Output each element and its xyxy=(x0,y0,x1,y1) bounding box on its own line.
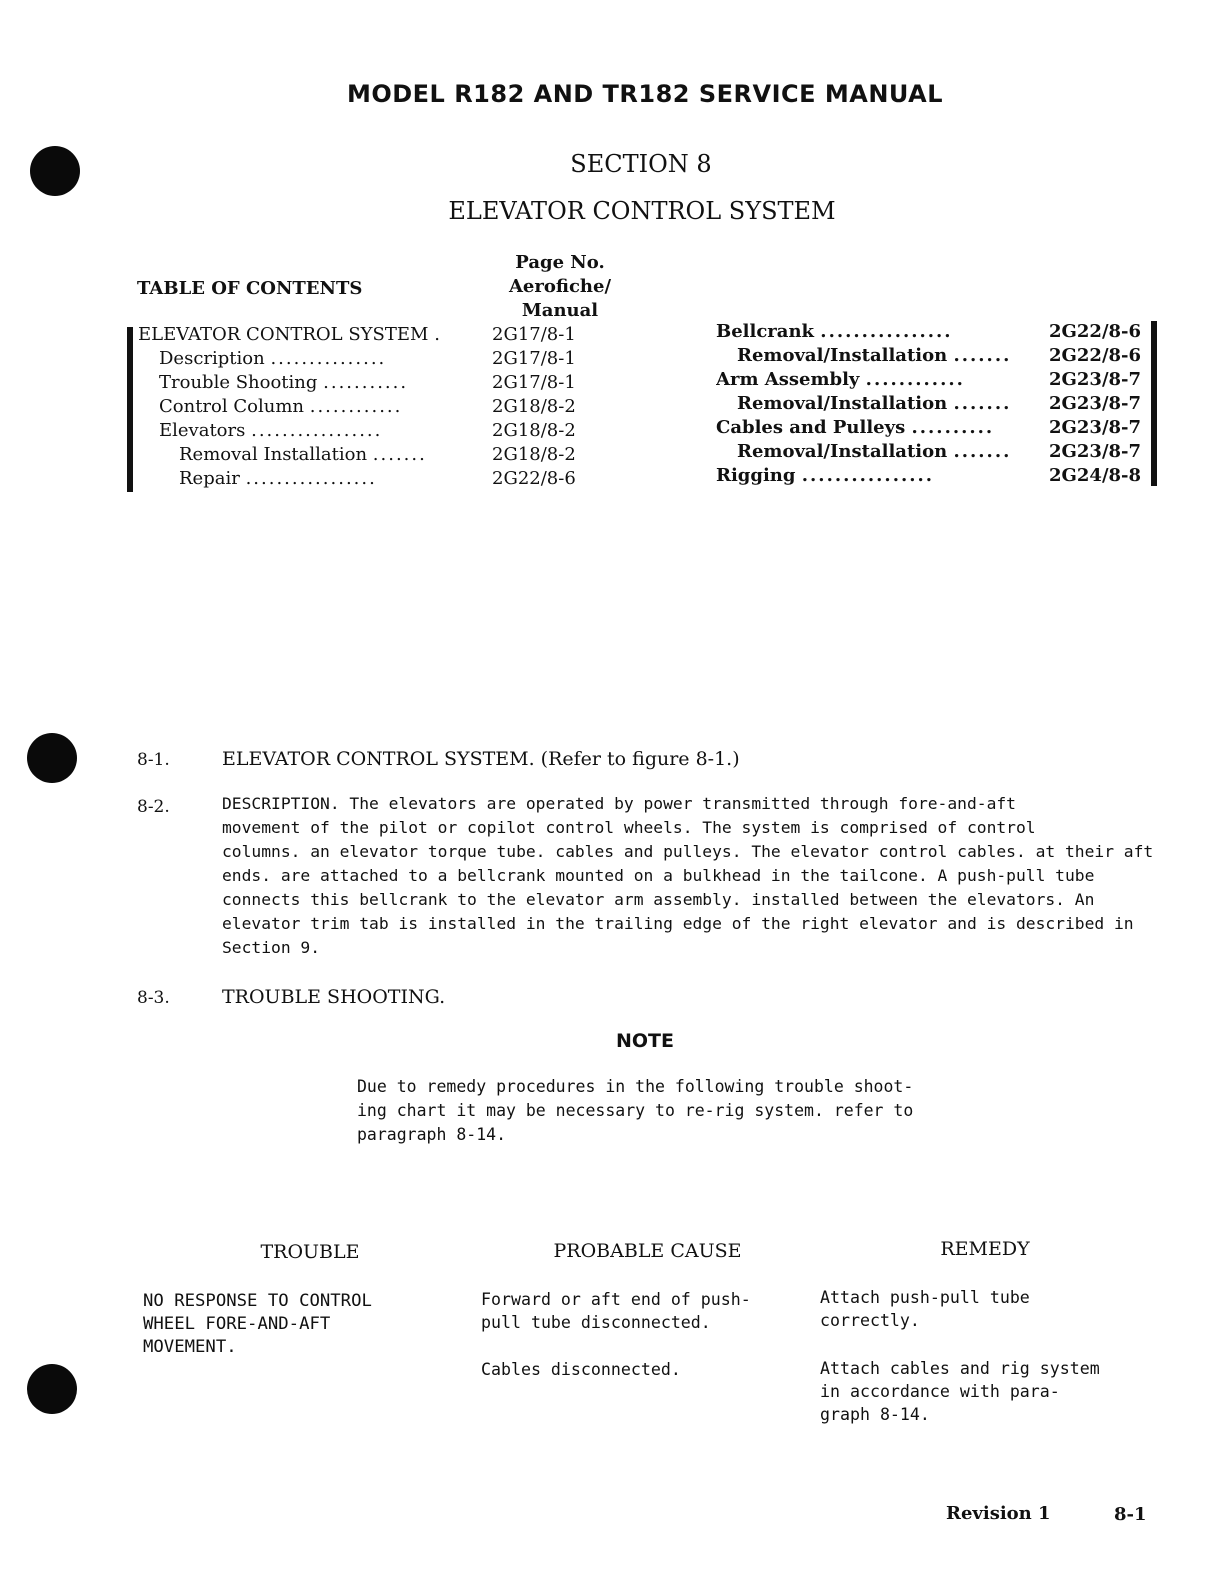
toc-leader-dots: ............... xyxy=(270,348,387,369)
toc-leader-dots: ................. xyxy=(245,468,377,489)
paragraph-line: columns. an elevator torque tube. cables and pulleys. The elevator control cables. at their aft xyxy=(222,842,1154,861)
toc-entry-page: 2G23/8-7 xyxy=(1049,369,1142,390)
toc-entry-label: Removal/Installation xyxy=(737,345,948,366)
toc-leader-dots: ................. xyxy=(251,420,383,441)
toc-leader-dots: ................ xyxy=(820,321,953,342)
toc-entry xyxy=(179,443,486,467)
toc-entry xyxy=(737,440,1043,464)
remedy-line: Attach cables and rig system xyxy=(820,1359,1100,1378)
cause-cell xyxy=(481,1288,751,1334)
toc-entry xyxy=(159,347,486,371)
toc-entry-page: 2G17/8-1 xyxy=(492,372,576,393)
toc-entry xyxy=(159,419,486,443)
trouble-cell xyxy=(143,1290,372,1359)
paragraph-8-2 xyxy=(222,792,1157,960)
paragraph-line: connects this bellcrank to the elevator arm assembly. installed between the elevators. An xyxy=(222,890,1095,909)
toc-entry-page: 2G17/8-1 xyxy=(492,324,576,345)
paragraph-line: ends. are attached to a bellcrank mounted on a bulkhead in the tailcone. A push-pull tube xyxy=(222,866,1095,885)
footer-revision: Revision 1 xyxy=(946,1503,1051,1524)
toc-entry-page: 2G23/8-7 xyxy=(1049,417,1142,438)
toc-entry-label: Bellcrank xyxy=(716,321,815,342)
toc-entry xyxy=(737,392,1043,416)
toc-entry-label: Rigging xyxy=(716,465,796,486)
toc-leader-dots: ................ xyxy=(801,465,935,486)
toc-leader-dots: ....... xyxy=(953,345,1012,366)
toc-leader-dots: .......... xyxy=(911,417,995,438)
toc-entry xyxy=(138,323,486,347)
note-body xyxy=(357,1075,913,1147)
change-bar-right xyxy=(1151,321,1157,486)
paragraph-8-3: TROUBLE SHOOTING. xyxy=(222,986,446,1008)
toc-entry-page: 2G18/8-2 xyxy=(492,444,576,465)
toc-leader-dots: ............ xyxy=(865,369,965,390)
section-number: SECTION 8 xyxy=(570,150,712,178)
toc-entry-page: 2G18/8-2 xyxy=(492,420,576,441)
toc-leader-dots: . xyxy=(434,324,442,345)
cause-line: pull tube disconnected. xyxy=(481,1313,711,1332)
trouble-line: NO RESPONSE TO CONTROL xyxy=(143,1291,372,1311)
remedy-cell xyxy=(820,1286,1030,1332)
toc-entry-label: ELEVATOR CONTROL SYSTEM xyxy=(138,324,429,345)
paragraph-number: 8-3. xyxy=(137,988,170,1008)
toc-leader-dots: ....... xyxy=(372,444,427,465)
note-line: paragraph 8-14. xyxy=(357,1125,507,1144)
paragraph-line: movement of the pilot or copilot control wheels. The system is comprised of control xyxy=(222,818,1036,837)
footer-page-number: 8-1 xyxy=(1114,1504,1147,1525)
toc-entry xyxy=(159,395,486,419)
toc-entry-page: 2G22/8-6 xyxy=(492,468,576,489)
remedy-cell xyxy=(820,1357,1100,1426)
binder-hole-bottom xyxy=(27,1364,77,1414)
toc-entry-page: 2G17/8-1 xyxy=(492,348,576,369)
table-header-remedy: REMEDY xyxy=(940,1238,1030,1260)
toc-entry-label: Trouble Shooting xyxy=(159,372,318,393)
cause-line: Cables disconnected. xyxy=(481,1360,681,1379)
remedy-line: in accordance with para- xyxy=(820,1382,1060,1401)
note-line: Due to remedy procedures in the following trouble shoot- xyxy=(357,1077,914,1096)
table-header-probable-cause: PROBABLE CAUSE xyxy=(553,1240,742,1262)
toc-entry xyxy=(716,416,1043,440)
cause-cell xyxy=(481,1358,681,1381)
toc-entry-label: Control Column xyxy=(159,396,304,417)
trouble-line: MOVEMENT. xyxy=(143,1337,237,1357)
toc-entry-label: Description xyxy=(159,348,265,369)
toc-entry-page: 2G23/8-7 xyxy=(1049,441,1142,462)
trouble-line: WHEEL FORE-AND-AFT xyxy=(143,1314,331,1334)
paragraph-line: elevator trim tab is installed in the trailing edge of the right elevator and is described in xyxy=(222,914,1134,933)
paragraph-number: 8-2. xyxy=(137,797,170,817)
toc-leader-dots: ....... xyxy=(953,441,1012,462)
toc-entry-label: Elevators xyxy=(159,420,246,441)
toc-label: TABLE OF CONTENTS xyxy=(137,278,363,299)
toc-entry-label: Repair xyxy=(179,468,240,489)
toc-entry-label: Arm Assembly xyxy=(716,369,860,390)
toc-entry xyxy=(716,464,1043,488)
toc-leader-dots: ............ xyxy=(309,396,403,417)
toc-page-col-line: Page No. xyxy=(515,252,605,273)
toc-entry xyxy=(716,320,1043,344)
paragraph-line: Section 9. xyxy=(222,938,321,957)
table-header-trouble: TROUBLE xyxy=(260,1241,360,1263)
toc-leader-dots: ....... xyxy=(953,393,1012,414)
toc-entry xyxy=(179,467,486,491)
paragraph-8-1: ELEVATOR CONTROL SYSTEM. (Refer to figure 8-1.) xyxy=(222,748,740,770)
toc-entry-page: 2G18/8-2 xyxy=(492,396,576,417)
toc-entry-page: 2G24/8-8 xyxy=(1049,465,1142,486)
section-title: ELEVATOR CONTROL SYSTEM xyxy=(448,197,836,225)
remedy-line: Attach push-pull tube xyxy=(820,1288,1030,1307)
toc-entry-page: 2G23/8-7 xyxy=(1049,393,1142,414)
toc-entry xyxy=(159,371,486,395)
note-line: ing chart it may be necessary to re-rig system. refer to xyxy=(357,1101,914,1120)
toc-page-col-line: Aerofiche/ xyxy=(508,276,612,297)
note-heading: NOTE xyxy=(616,1030,674,1052)
manual-title: MODEL R182 AND TR182 SERVICE MANUAL xyxy=(346,80,944,108)
toc-entry xyxy=(716,368,1043,392)
toc-entry-label: Cables and Pulleys xyxy=(716,417,906,438)
change-bar-left xyxy=(127,327,133,492)
paragraph-line: DESCRIPTION. The elevators are operated by power transmitted through fore-and-aft xyxy=(222,794,1016,813)
cause-line: Forward or aft end of push- xyxy=(481,1290,751,1309)
toc-entry xyxy=(737,344,1043,368)
toc-entry-page: 2G22/8-6 xyxy=(1049,345,1142,366)
remedy-line: correctly. xyxy=(820,1311,920,1330)
remedy-line: graph 8-14. xyxy=(820,1405,930,1424)
toc-entry-label: Removal/Installation xyxy=(737,393,948,414)
toc-page-col-header xyxy=(490,251,630,323)
toc-entry-label: Removal/Installation xyxy=(737,441,948,462)
binder-hole-middle xyxy=(27,733,77,783)
toc-leader-dots: ........... xyxy=(323,372,409,393)
toc-page-col-line: Manual xyxy=(521,300,599,321)
toc-entry-page: 2G22/8-6 xyxy=(1049,321,1142,342)
toc-entry-label: Removal Installation xyxy=(179,444,368,465)
paragraph-number: 8-1. xyxy=(137,750,170,770)
